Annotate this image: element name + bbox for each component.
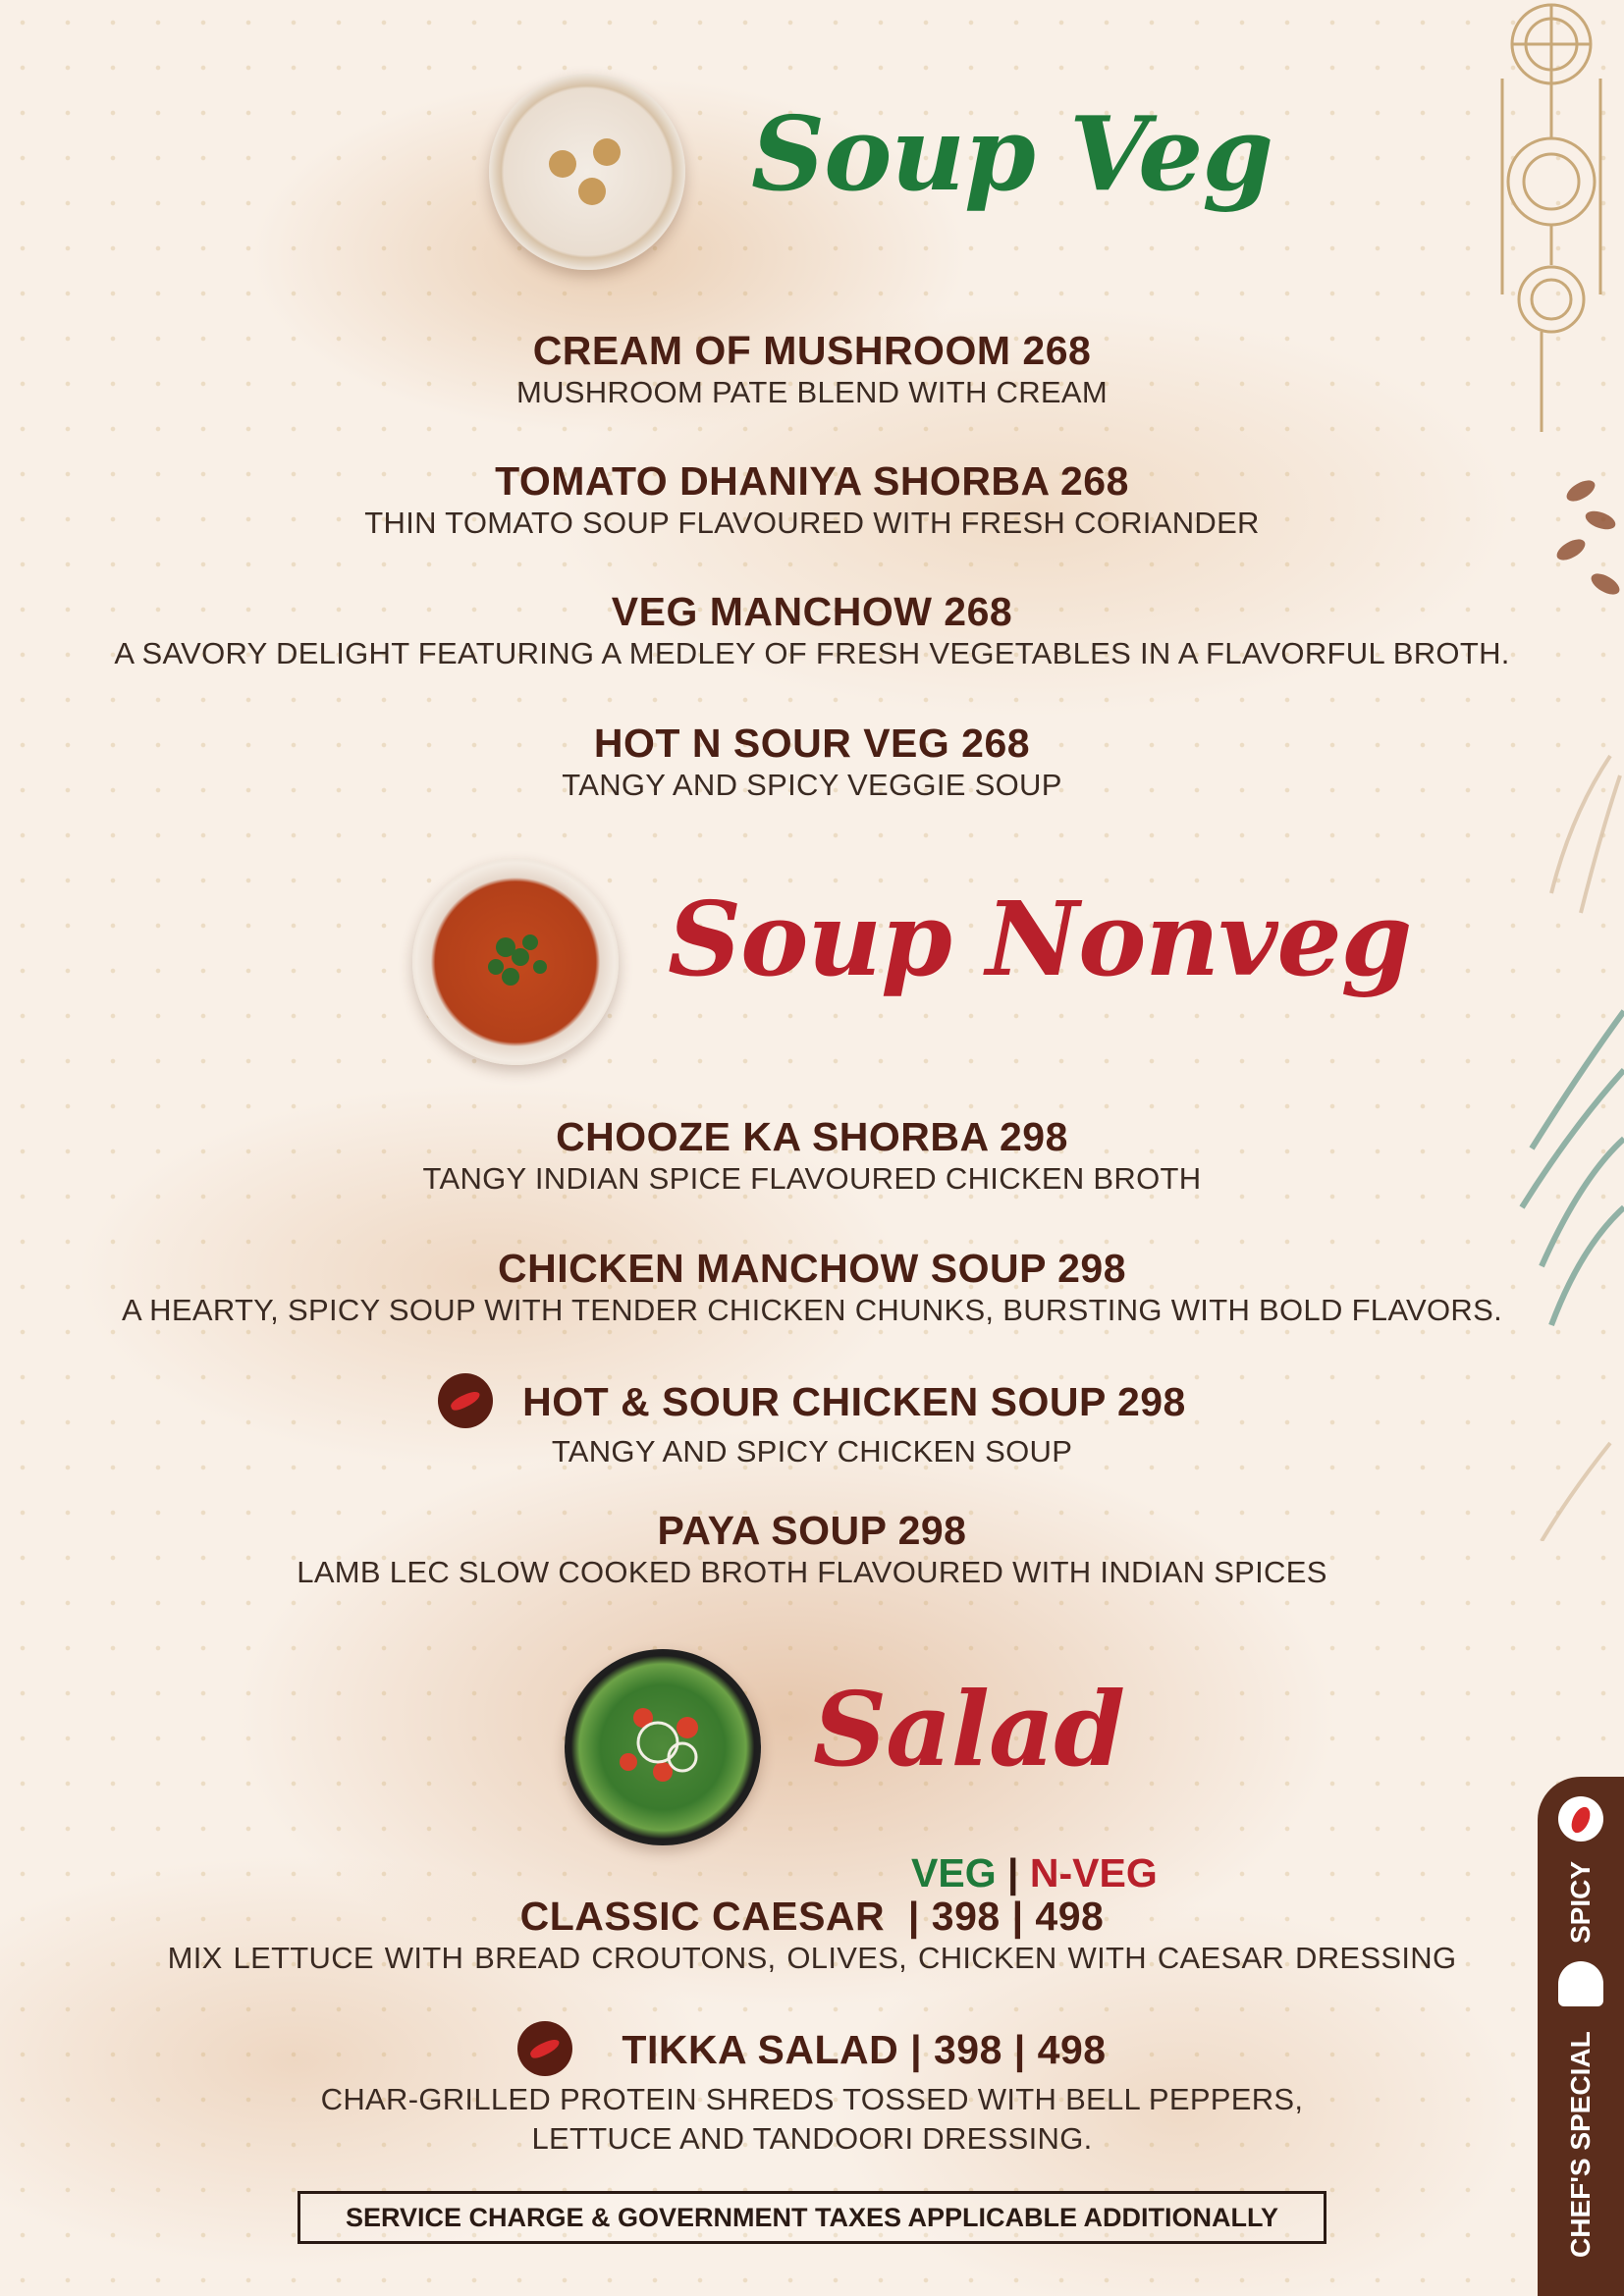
- legend-chefs-special: CHEF'S SPECIAL: [1565, 2031, 1596, 2258]
- menu-item: [0, 1509, 1624, 1592]
- tomato-soup-image: [412, 859, 619, 1065]
- mushroom-soup-image: [489, 74, 685, 270]
- legend-tab: [1538, 1777, 1624, 2296]
- item-description: THIN TOMATO SOUP FLAVOURED WITH FRESH CORIANDER: [364, 506, 1260, 541]
- salad-image: [565, 1649, 761, 1845]
- menu-item: [0, 2025, 1624, 2160]
- section-title-soup-veg: Soup Veg: [751, 93, 1273, 214]
- menu-item: [0, 1115, 1624, 1199]
- item-description: TANGY AND SPICY CHICKEN SOUP: [551, 1434, 1073, 1468]
- menu-item: [0, 1247, 1624, 1330]
- item-name: VEG MANCHOW 268: [611, 589, 1013, 634]
- chef-hat-icon: [1558, 1961, 1603, 2006]
- menu-item: [0, 590, 1624, 673]
- item-description: A SAVORY DELIGHT FEATURING A MEDLEY OF FRESH VEGETABLES IN A FLAVORFUL BROTH.: [114, 636, 1510, 671]
- menu-item: [0, 721, 1624, 805]
- chili-icon: [517, 2021, 572, 2076]
- item-description-line-1: CHAR-GRILLED PROTEIN SHREDS TOSSED WITH BELL PEPPERS,: [320, 2082, 1304, 2116]
- item-description: MIX LETTUCE WITH BREAD CROUTONS, OLIVES, CHICKEN WITH CAESAR DRESSING: [167, 1941, 1457, 1976]
- dreamcatcher-icon: [1473, 0, 1624, 442]
- item-name: TOMATO DHANIYA SHORBA 268: [495, 458, 1129, 504]
- item-description: TANGY INDIAN SPICE FLAVOURED CHICKEN BROTH: [422, 1161, 1202, 1197]
- legend-spicy: SPICY: [1565, 1860, 1596, 1944]
- item-name: [0, 2025, 1624, 2080]
- item-name-text: HOT & SOUR CHICKEN SOUP 298: [522, 1378, 1186, 1424]
- item-description-line-2: LETTUCE AND TANDOORI DRESSING.: [531, 2121, 1093, 2157]
- price-column-header: [911, 1850, 1158, 1896]
- item-name: CREAM OF MUSHROOM 268: [532, 328, 1092, 373]
- item-description: LAMB LEC SLOW COOKED BROTH FLAVOURED WITH INDIAN SPICES: [297, 1555, 1327, 1590]
- item-name: HOT N SOUR VEG 268: [593, 721, 1031, 766]
- item-name: CHICKEN MANCHOW SOUP 298: [498, 1246, 1126, 1291]
- header-separator: |: [1007, 1850, 1019, 1896]
- item-description: TANGY AND SPICY VEGGIE SOUP: [562, 768, 1062, 803]
- menu-item: [0, 459, 1624, 543]
- item-name: CHOOZE KA SHORBA 298: [556, 1114, 1068, 1159]
- item-name: [0, 1377, 1624, 1432]
- section-title-salad: Salad: [813, 1669, 1125, 1789]
- menu-item: [0, 329, 1624, 412]
- item-name: PAYA SOUP 298: [657, 1508, 967, 1553]
- item-name-text: TIKKA SALAD | 398 | 498: [622, 2026, 1107, 2072]
- chili-icon: [1558, 1796, 1603, 1842]
- chili-icon: [438, 1373, 493, 1428]
- service-charge-notice: SERVICE CHARGE & GOVERNMENT TAXES APPLICABLE ADDITIONALLY: [298, 2191, 1326, 2244]
- veg-label: VEG: [911, 1850, 997, 1896]
- nonveg-label: N-VEG: [1029, 1850, 1158, 1896]
- section-title-soup-nonveg: Soup Nonveg: [668, 879, 1412, 999]
- menu-item: [0, 1895, 1624, 1978]
- item-description: MUSHROOM PATE BLEND WITH CREAM: [515, 375, 1109, 410]
- item-description: A HEARTY, SPICY SOUP WITH TENDER CHICKEN CHUNKS, BURSTING WITH BOLD FLAVORS.: [122, 1293, 1502, 1328]
- menu-item: [0, 1377, 1624, 1471]
- item-name: CLASSIC CAESAR | 398 | 498: [519, 1894, 1105, 1939]
- leaf-branch-icon: [1512, 461, 1624, 1541]
